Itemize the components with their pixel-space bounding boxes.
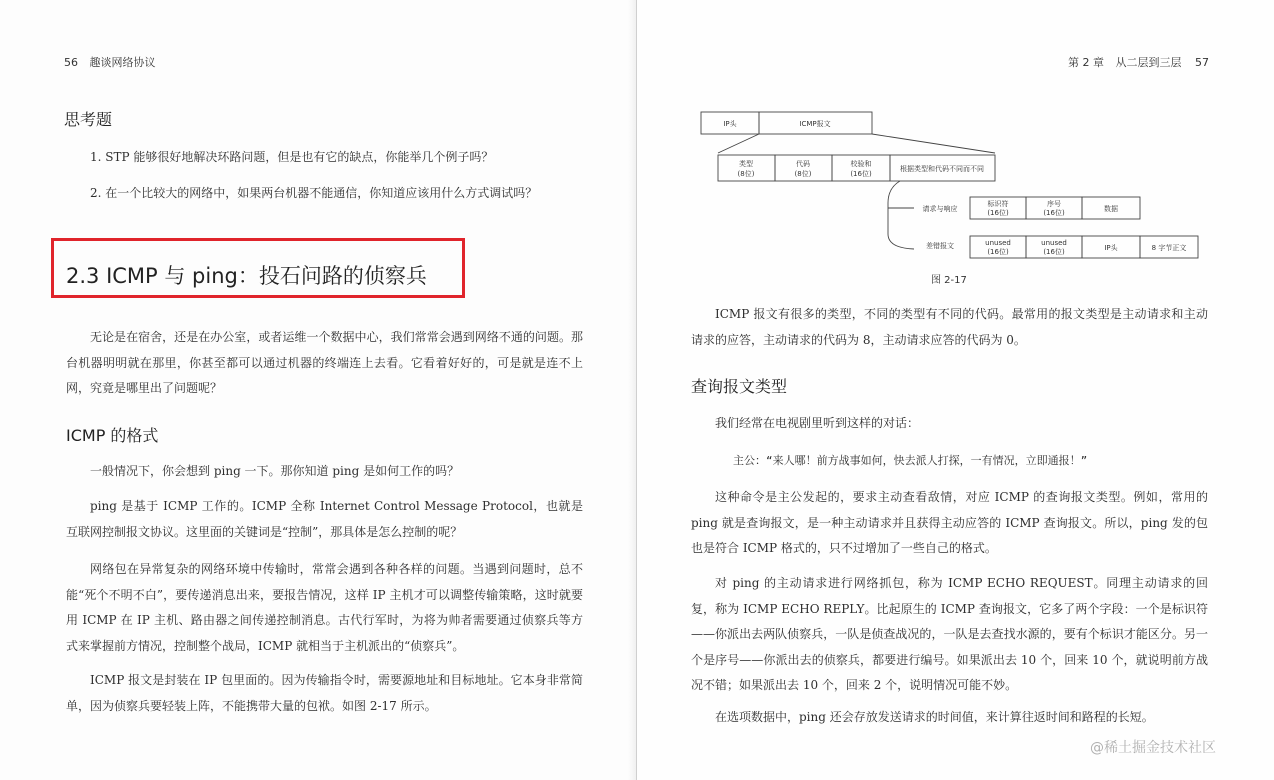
fig-label-variable: 根据类型和代码不同而不同 xyxy=(900,165,984,173)
fig-label-error-message: 差错报文 xyxy=(926,242,954,250)
paragraph-query-message: 这种命令是主公发起的，要求主动查看敌情，对应 ICMP 的查询报文类型。例如，常用的 ping 就是查询报文，是一种主动请求并且获得主动应答的 ICMP 查询报文。所以，ping 发的包也是符合 ICMP 格式的，只不过增加了一些自己的格式。 xyxy=(691,490,1208,555)
fig-label-unused-2-bits: (16位) xyxy=(1043,248,1065,256)
fig-label-unused-1: unused xyxy=(985,239,1011,247)
fig-label-eight-bytes: 8 字节正文 xyxy=(1151,244,1187,252)
fig-label-checksum-bits: (16位) xyxy=(850,170,872,178)
question-1: 1. STP 能够很好地解决环路问题，但是也有它的缺点，你能举几个例子吗？ xyxy=(90,150,494,164)
fig-label-type: 类型 xyxy=(739,160,753,168)
icmp-format-diagram xyxy=(700,108,1205,266)
paragraph-icmp-encapsulation: ICMP 报文是封装在 IP 包里面的。因为传输指令时，需要源地址和目标地址。它本身非常简单，因为侦察兵要轻装上阵，不能携带大量的包袱。如图 2-17 所示。 xyxy=(66,673,583,713)
paragraph-control-messages: 网络包在异常复杂的网络环境中传输时，常常会遇到各种各样的问题。当遇到问题时，总不能“死个不明不白”，要传递消息出来，要报告情况，这样 IP 主机才可以调整传输策略，这时就要用 ICMP 在 IP 主机、路由器之间传递控制消息。古代行军时，为将为帅者需要通过侦察兵等方式来掌握前方情况，控制整个战局，ICMP 就相当于主机派出的“侦察兵”。 xyxy=(66,562,583,653)
intro-paragraph: 无论是在宿舍，还是在办公室，或者运维一个数据中心，我们常常会遇到网络不通的问题。那台机器明明就在那里，你甚至都可以通过机器的终端连上去看。它看着好好的，可是就是连不上网，究竟是哪里出了问题呢？ xyxy=(66,330,583,395)
fig-label-icmp-message: ICMP报文 xyxy=(799,120,831,128)
fig-label-code: 代码 xyxy=(796,160,810,168)
fig-label-code-bits: (8位) xyxy=(794,170,812,178)
fig-label-ip-header: IP头 xyxy=(723,120,737,128)
fig-label-checksum: 校验和 xyxy=(850,160,872,168)
section-title: 2.3 ICMP 与 ping：投石问路的侦察兵 xyxy=(66,264,427,288)
paragraph-icmp-types: ICMP 报文有很多的类型，不同的类型有不同的代码。最常用的报文类型是主动请求和主动请求的应答，主动请求的代码为 8，主动请求应答的代码为 0。 xyxy=(691,307,1208,347)
paragraph-tv-dialogue: 我们经常在电视剧里听到这样的对话： xyxy=(715,416,920,430)
icmp-format-title: ICMP 的格式 xyxy=(66,426,159,445)
fig-label-request-response: 请求与响应 xyxy=(922,205,958,213)
dialogue-quote: 主公：“来人哪！前方战事如何，快去派人打探，一有情况，立即通报！” xyxy=(733,454,1088,467)
paragraph-ping-intro: 一般情况下，你会想到 ping 一下。那你知道 ping 是如何工作的吗？ xyxy=(90,464,460,478)
fig-label-type-bits: (8位) xyxy=(737,170,755,178)
right-page-header xyxy=(1068,54,1209,70)
left-page-header xyxy=(64,54,156,70)
paragraph-icmp-definition: ping 是基于 ICMP 工作的。ICMP 全称 Internet Control Message Protocol，也就是互联网控制报文协议。这里面的关键词是“控制”，那具体是怎么控制的呢？ xyxy=(66,499,583,539)
page-gutter-shadow xyxy=(628,0,636,780)
figure-caption: 图 2-17 xyxy=(931,275,967,286)
left-page-number: 56 xyxy=(64,56,78,69)
fig-label-sequence-bits: (16位) xyxy=(1043,209,1065,217)
watermark: @稀土掘金技术社区 xyxy=(1090,740,1216,756)
query-type-title: 查询报文类型 xyxy=(691,377,788,396)
question-2: 2. 在一个比较大的网络中，如果两台机器不能通信，你知道应该用什么方式调试吗？ xyxy=(90,186,538,200)
chapter-number: 第 2 章 xyxy=(1068,56,1104,69)
fig-label-data: 数据 xyxy=(1104,205,1118,213)
fig-label-identifier: 标识符 xyxy=(987,200,1009,208)
fig-label-sequence: 序号 xyxy=(1047,200,1061,208)
fig-label-unused-1-bits: (16位) xyxy=(987,248,1009,256)
fig-label-unused-2: unused xyxy=(1041,239,1067,247)
paragraph-echo-request: 对 ping 的主动请求进行网络抓包，称为 ICMP ECHO REQUEST。同理主动请求的回复，称为 ICMP ECHO REPLY。比起原生的 ICMP 查询报文，它多了两个字段：一个是标识符——你派出去两队侦察兵，一队是侦查战况的，一队是去查找水源的，要有个标识才能区分。另一个是序号——你派出去的侦察兵，都要进行编号。如果派出去 10 个，回来 10 个，就说明前方战况不错；如果派出去 10 个，回来 2 个，说明情况可能不妙。 xyxy=(691,576,1208,692)
chapter-title: 从二层到三层 xyxy=(1115,56,1182,69)
fig-label-error-ip-header: IP头 xyxy=(1104,244,1118,252)
right-page-number: 57 xyxy=(1195,56,1209,69)
thinking-title: 思考题 xyxy=(64,110,113,129)
paragraph-timestamp: 在选项数据中，ping 还会存放发送请求的时间值，来计算往返时间和路程的长短。 xyxy=(715,710,1154,724)
page-spine xyxy=(636,0,637,780)
left-book-title: 趣谈网络协议 xyxy=(89,56,156,69)
fig-label-identifier-bits: (16位) xyxy=(987,209,1009,217)
